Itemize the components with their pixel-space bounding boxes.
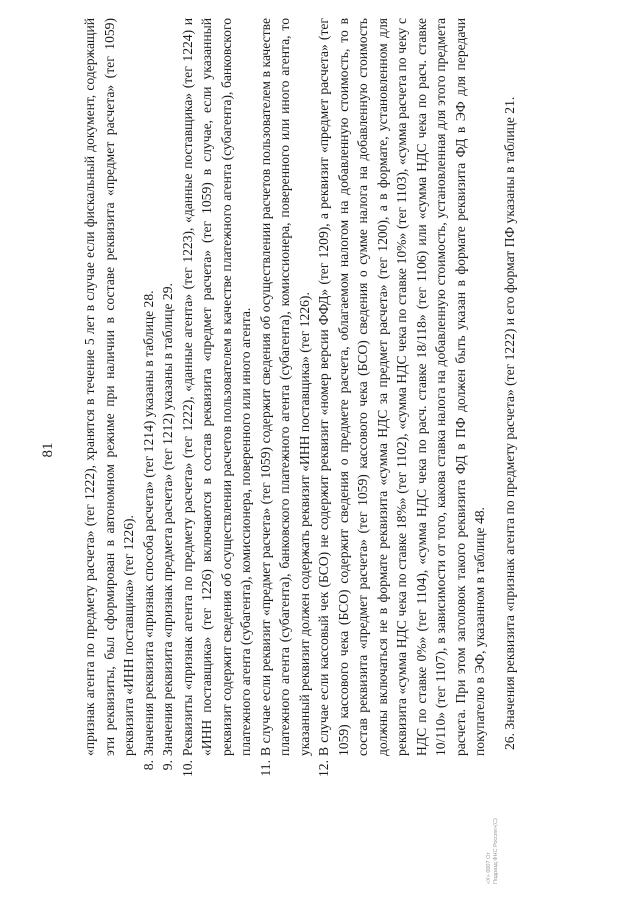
item-number: 10.: [179, 760, 195, 777]
list-item-12: [314, 18, 490, 778]
item-text: В случае если реквизит «предмет расчета» (тег 1059) содержит сведения об осуществлении расчетов пользователем в качестве платежного агента (субагента), банковского платежного агента (субагента), комиссионера, поверенного или иного агента, то указанный реквизит должен содержать реквизит «ИНН поставщика» (тег 1226).: [257, 18, 312, 756]
item-number: 8.: [140, 760, 156, 771]
item-text: Значения реквизита «признак способа расчета» (тег 1214) указаны в таблице 28.: [140, 290, 156, 756]
item-text: Реквизиты «признак агента по предмету расчета» (тег 1222), «данные агента» (тег 1223), «данные поставщика» (тег 1224) и «ИНН поставщика» (тег 1226) включаются в состав реквизита «предмет расчета» (тег 1059) в случае, если указанный реквизит содержит сведения об осуществлении расчетов пользователем в качестве платежного агента (субагента), банковского платежного агента (субагента), комиссионера, поверенного или иного агента.: [179, 18, 253, 756]
list-item-8: [139, 18, 159, 778]
document-body: [80, 18, 519, 778]
paragraph-26: 26. Значения реквизита «признак агента по предмету расчета» (тег 1222) и его формат ПФ указаны в таблице 21.: [501, 96, 517, 750]
item-text: В случае если кассовый чек (БСО) не содержит реквизит «номер версии ФФД» (тег 1209), а реквизит «предмет расчета» (тег 1059) кассового чека (БСО) содержит сведения о предмете расчета, облагаемом налогом на добавленную стоимость, то в состав реквизита «предмет расчета» (тег 1059) кассового чека (БСО) сведения о сумме налога на добавленную стоимость должны включаться не в формате реквизита «сумма НДС за предмет расчета» (тег 1200), а в формате, установленном для реквизита «сумма НДС чека по ставке 18%» (тег 1102), «сумма НДС чека по ставке 10%» (тег 1103), «сумма расчета по чеку с НДС по ставке 0%» (тег 1104), «сумма НДС чека по расч. ставке 18/118» (тег 1106) или «сумма НДС чека по расч. ставке 10/110» (тег 1107), в зависимости от того, какова ставка налога на добавленную стоимость, установленная для этого предмета расчета. При этом заголовок такого реквизита ФД в ПФ должен быть указан в формате реквизита ФД в ЭФ для передачи покупателю в ЭФ, указанном в таблице 48.: [316, 18, 487, 756]
list-item-9: [158, 18, 178, 778]
footer-note-line: Подразд.ФНС России»(С): [493, 818, 499, 884]
rotated-document-page: [16, 10, 626, 890]
continuation-paragraph: «признак агента по предмету расчета» (тег 1222), хранятся в течение 5 лет в случае если фискальный документ, содержащий эти реквизиты, был сформирован в автономном режиме при наличии в составе реквизита «предмет расчета» (тег 1059) реквизита «ИНН поставщика» (тег 1226).: [82, 18, 136, 756]
footer-note: [486, 734, 500, 884]
page-number: 81: [40, 442, 56, 458]
item-number: 12.: [316, 760, 331, 777]
item-number: 9.: [160, 760, 175, 771]
footer-note-line: «Х» 0007 От: [486, 852, 492, 884]
item-number: 11.: [257, 760, 273, 777]
list-item-10: [178, 18, 256, 778]
list-item-11: [256, 18, 315, 778]
item-text: Значения реквизита «признак предмета расчета» (тег 1212) указаны в таблице 29.: [160, 283, 175, 756]
